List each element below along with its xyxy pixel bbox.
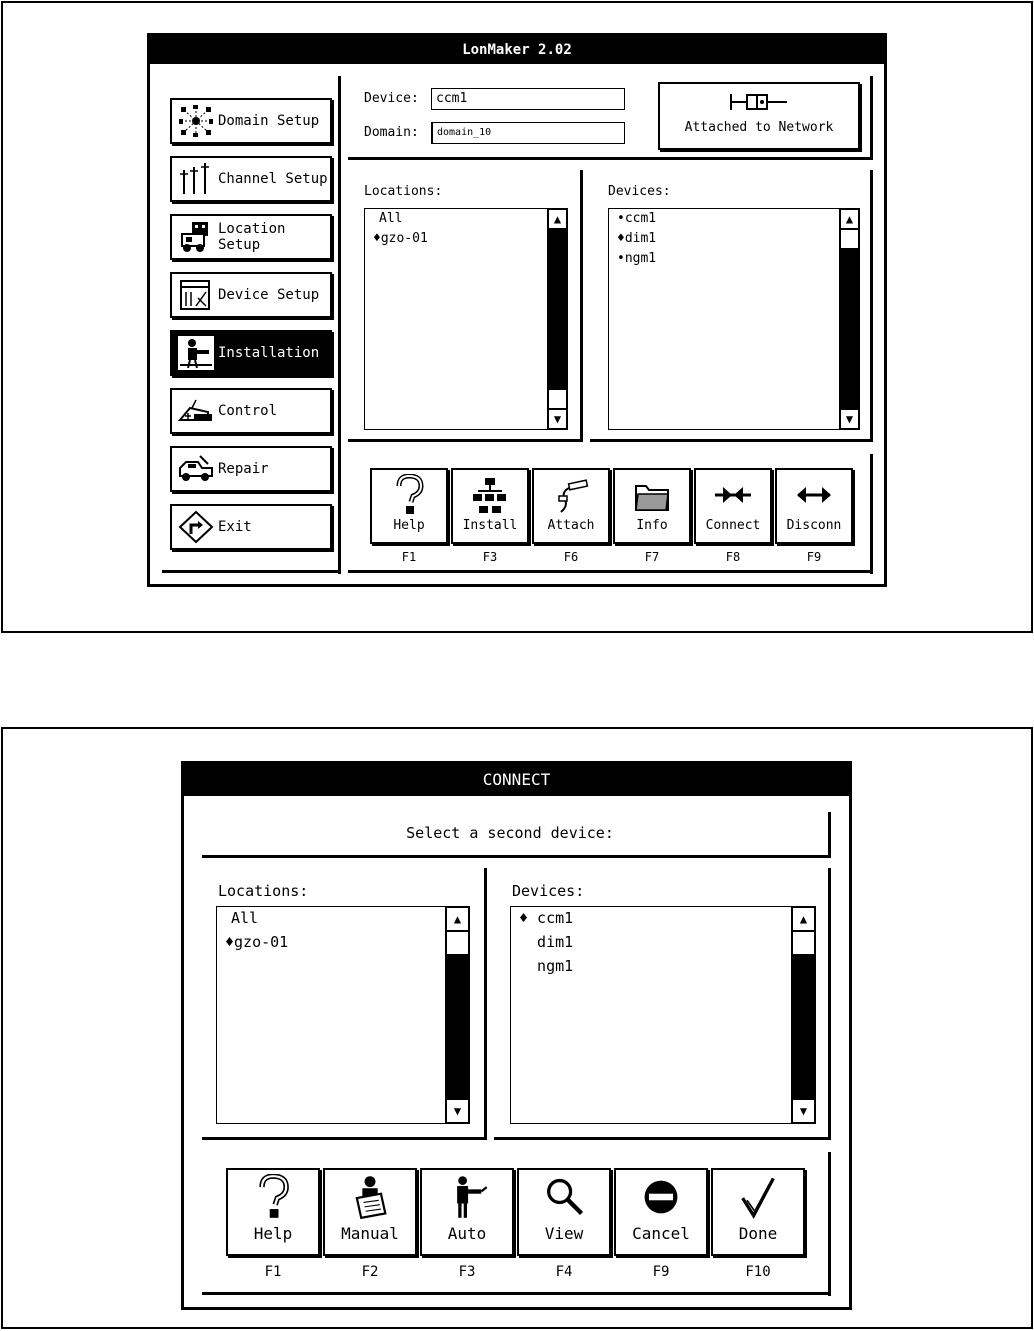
devices-list[interactable] [608,208,860,430]
network-status-box [658,82,860,150]
devices-scrollbar[interactable] [839,209,859,429]
manual-button[interactable] [323,1168,417,1256]
sidebar-item-channel-setup[interactable] [170,156,332,202]
list-item[interactable]: ♦dim1 [617,231,657,246]
installation-icon [178,336,214,370]
sidebar-item-label: Control [218,403,278,419]
repair-icon [178,452,214,486]
manual-icon [348,1174,392,1220]
prompt-panel-bottom [202,855,831,858]
scroll-thumb[interactable] [792,931,815,955]
list-item[interactable]: All [379,211,403,226]
devices-list[interactable] [510,906,816,1124]
function-key-label: F7 [644,550,660,564]
disconnect-button[interactable] [775,468,853,544]
install-label: Install [462,518,518,533]
locations-label: Locations: [364,184,443,199]
install-icon [470,474,510,516]
scroll-up-arrow-icon[interactable]: ▲ [548,209,567,229]
manual-label: Manual [341,1224,399,1243]
function-key-label: F8 [725,550,741,564]
disconnect-label: Disconn [786,518,842,533]
done-label: Done [738,1224,778,1243]
sidebar-item-repair[interactable] [170,446,332,492]
locations-scrollbar[interactable] [547,209,567,429]
locations-panel-edge [484,868,487,1140]
help-button[interactable] [226,1168,320,1256]
devices-scrollbar[interactable] [791,907,815,1123]
devices-label: Devices: [608,184,671,199]
done-button[interactable] [711,1168,805,1256]
scroll-up-arrow-icon[interactable]: ▲ [792,907,815,931]
sidebar-item-installation[interactable] [170,330,332,376]
list-item[interactable]: ngm1 [519,957,574,975]
sidebar-item-location-setup[interactable] [170,214,332,260]
scroll-down-arrow-icon[interactable]: ▼ [446,1099,469,1123]
domain-setup-icon [178,104,214,138]
disconnect-icon [794,474,834,516]
window-title: CONNECT [184,764,849,796]
function-key-label: F3 [482,550,498,564]
attach-label: Attach [547,518,595,533]
function-key-label: F1 [401,550,417,564]
function-key-label: F4 [555,1264,573,1280]
help-label: Help [393,518,425,533]
done-icon [736,1174,780,1220]
locations-list[interactable] [364,208,568,430]
toolbar-panel-bottom [202,1292,831,1295]
view-button[interactable] [517,1168,611,1256]
locations-panel-bottom [348,439,583,442]
devices-panel-bottom [494,1137,831,1140]
locations-panel-bottom [202,1137,487,1140]
sidebar-item-domain-setup[interactable] [170,98,332,144]
locations-list[interactable] [216,906,470,1124]
scroll-thumb[interactable] [446,931,469,955]
help-label: Help [253,1224,293,1243]
sidebar-item-device-setup[interactable] [170,272,332,318]
cancel-button[interactable] [614,1168,708,1256]
connect-button[interactable] [694,468,772,544]
channel-setup-icon [178,162,214,196]
scroll-down-arrow-icon[interactable]: ▼ [840,409,859,429]
location-setup-icon [178,220,214,254]
auto-button[interactable] [420,1168,514,1256]
header-panel-edge [870,76,873,160]
locations-label: Locations: [218,882,309,900]
function-key-label: F3 [458,1264,476,1280]
domain-label: Domain: [364,125,419,140]
scroll-down-arrow-icon[interactable]: ▼ [548,409,567,429]
info-icon [632,474,672,516]
sidebar-item-label: Channel Setup [218,171,328,187]
devices-panel-edge [828,868,831,1140]
scroll-up-arrow-icon[interactable]: ▲ [446,907,469,931]
sidebar-item-exit[interactable] [170,504,332,550]
scroll-thumb[interactable] [840,229,859,249]
device-field[interactable]: ccm1 [431,88,625,110]
toolbar-panel-bottom [348,570,873,573]
scroll-thumb[interactable] [548,389,567,409]
install-button[interactable] [451,468,529,544]
function-key-label: F6 [563,550,579,564]
window-title: LonMaker 2.02 [150,36,884,64]
auto-label: Auto [447,1224,487,1243]
info-button[interactable] [613,468,691,544]
header-panel-bottom [348,157,873,160]
view-icon [542,1174,586,1220]
scroll-up-arrow-icon[interactable]: ▲ [840,209,859,229]
prompt-panel-edge [828,812,831,858]
sidebar-item-label: Repair [218,461,269,477]
device-label: Device: [364,91,419,106]
network-plug-icon [729,90,789,114]
sidebar-separator [338,76,341,574]
attach-icon [551,474,591,516]
connect-window [181,761,852,1310]
function-key-label: F10 [745,1264,771,1280]
devices-label: Devices: [512,882,585,900]
help-icon [251,1174,295,1220]
list-item[interactable]: ♦ ccm1 [519,909,574,927]
list-item[interactable]: •ngm1 [617,251,657,266]
cancel-label: Cancel [632,1224,690,1243]
view-label: View [544,1224,584,1243]
sidebar-bottom-edge [162,570,341,573]
sidebar-item-control[interactable] [170,388,332,434]
function-key-label: F9 [806,550,822,564]
help-icon [389,474,429,516]
network-status-text: Attached to Network [684,120,834,135]
connect-icon [713,474,753,516]
function-key-label: F1 [264,1264,282,1280]
function-key-label: F9 [652,1264,670,1280]
scroll-down-arrow-icon[interactable]: ▼ [792,1099,815,1123]
function-key-label: F2 [361,1264,379,1280]
list-item[interactable]: All [231,909,259,927]
help-button[interactable] [370,468,448,544]
sidebar-item-label: Device Setup [218,287,320,303]
domain-field[interactable]: domain_10 [431,122,625,144]
list-item[interactable]: dim1 [519,933,574,951]
locations-scrollbar[interactable] [445,907,469,1123]
device-setup-icon [178,278,214,312]
list-item[interactable]: ♦gzo-01 [373,231,428,246]
lonmaker-window [147,33,887,587]
list-item[interactable]: ♦gzo-01 [225,933,289,951]
auto-icon [445,1174,489,1220]
attach-button[interactable] [532,468,610,544]
control-icon [178,394,214,428]
sidebar-item-label: Exit [218,519,252,535]
sidebar-item-label: Location Setup [218,221,286,253]
info-label: Info [636,518,668,533]
list-item[interactable]: •ccm1 [617,211,657,226]
connect-label: Connect [705,518,761,533]
devices-panel-edge [870,170,873,442]
toolbar-panel-edge [828,1152,831,1296]
exit-icon [178,510,214,544]
sidebar-item-label: Domain Setup [218,113,320,129]
cancel-icon [639,1174,683,1220]
prompt-text: Select a second device: [406,824,614,842]
locations-panel-edge [580,170,583,442]
toolbar-panel-edge [870,454,873,574]
devices-panel-bottom [590,439,873,442]
sidebar-item-label: Installation [218,345,320,361]
